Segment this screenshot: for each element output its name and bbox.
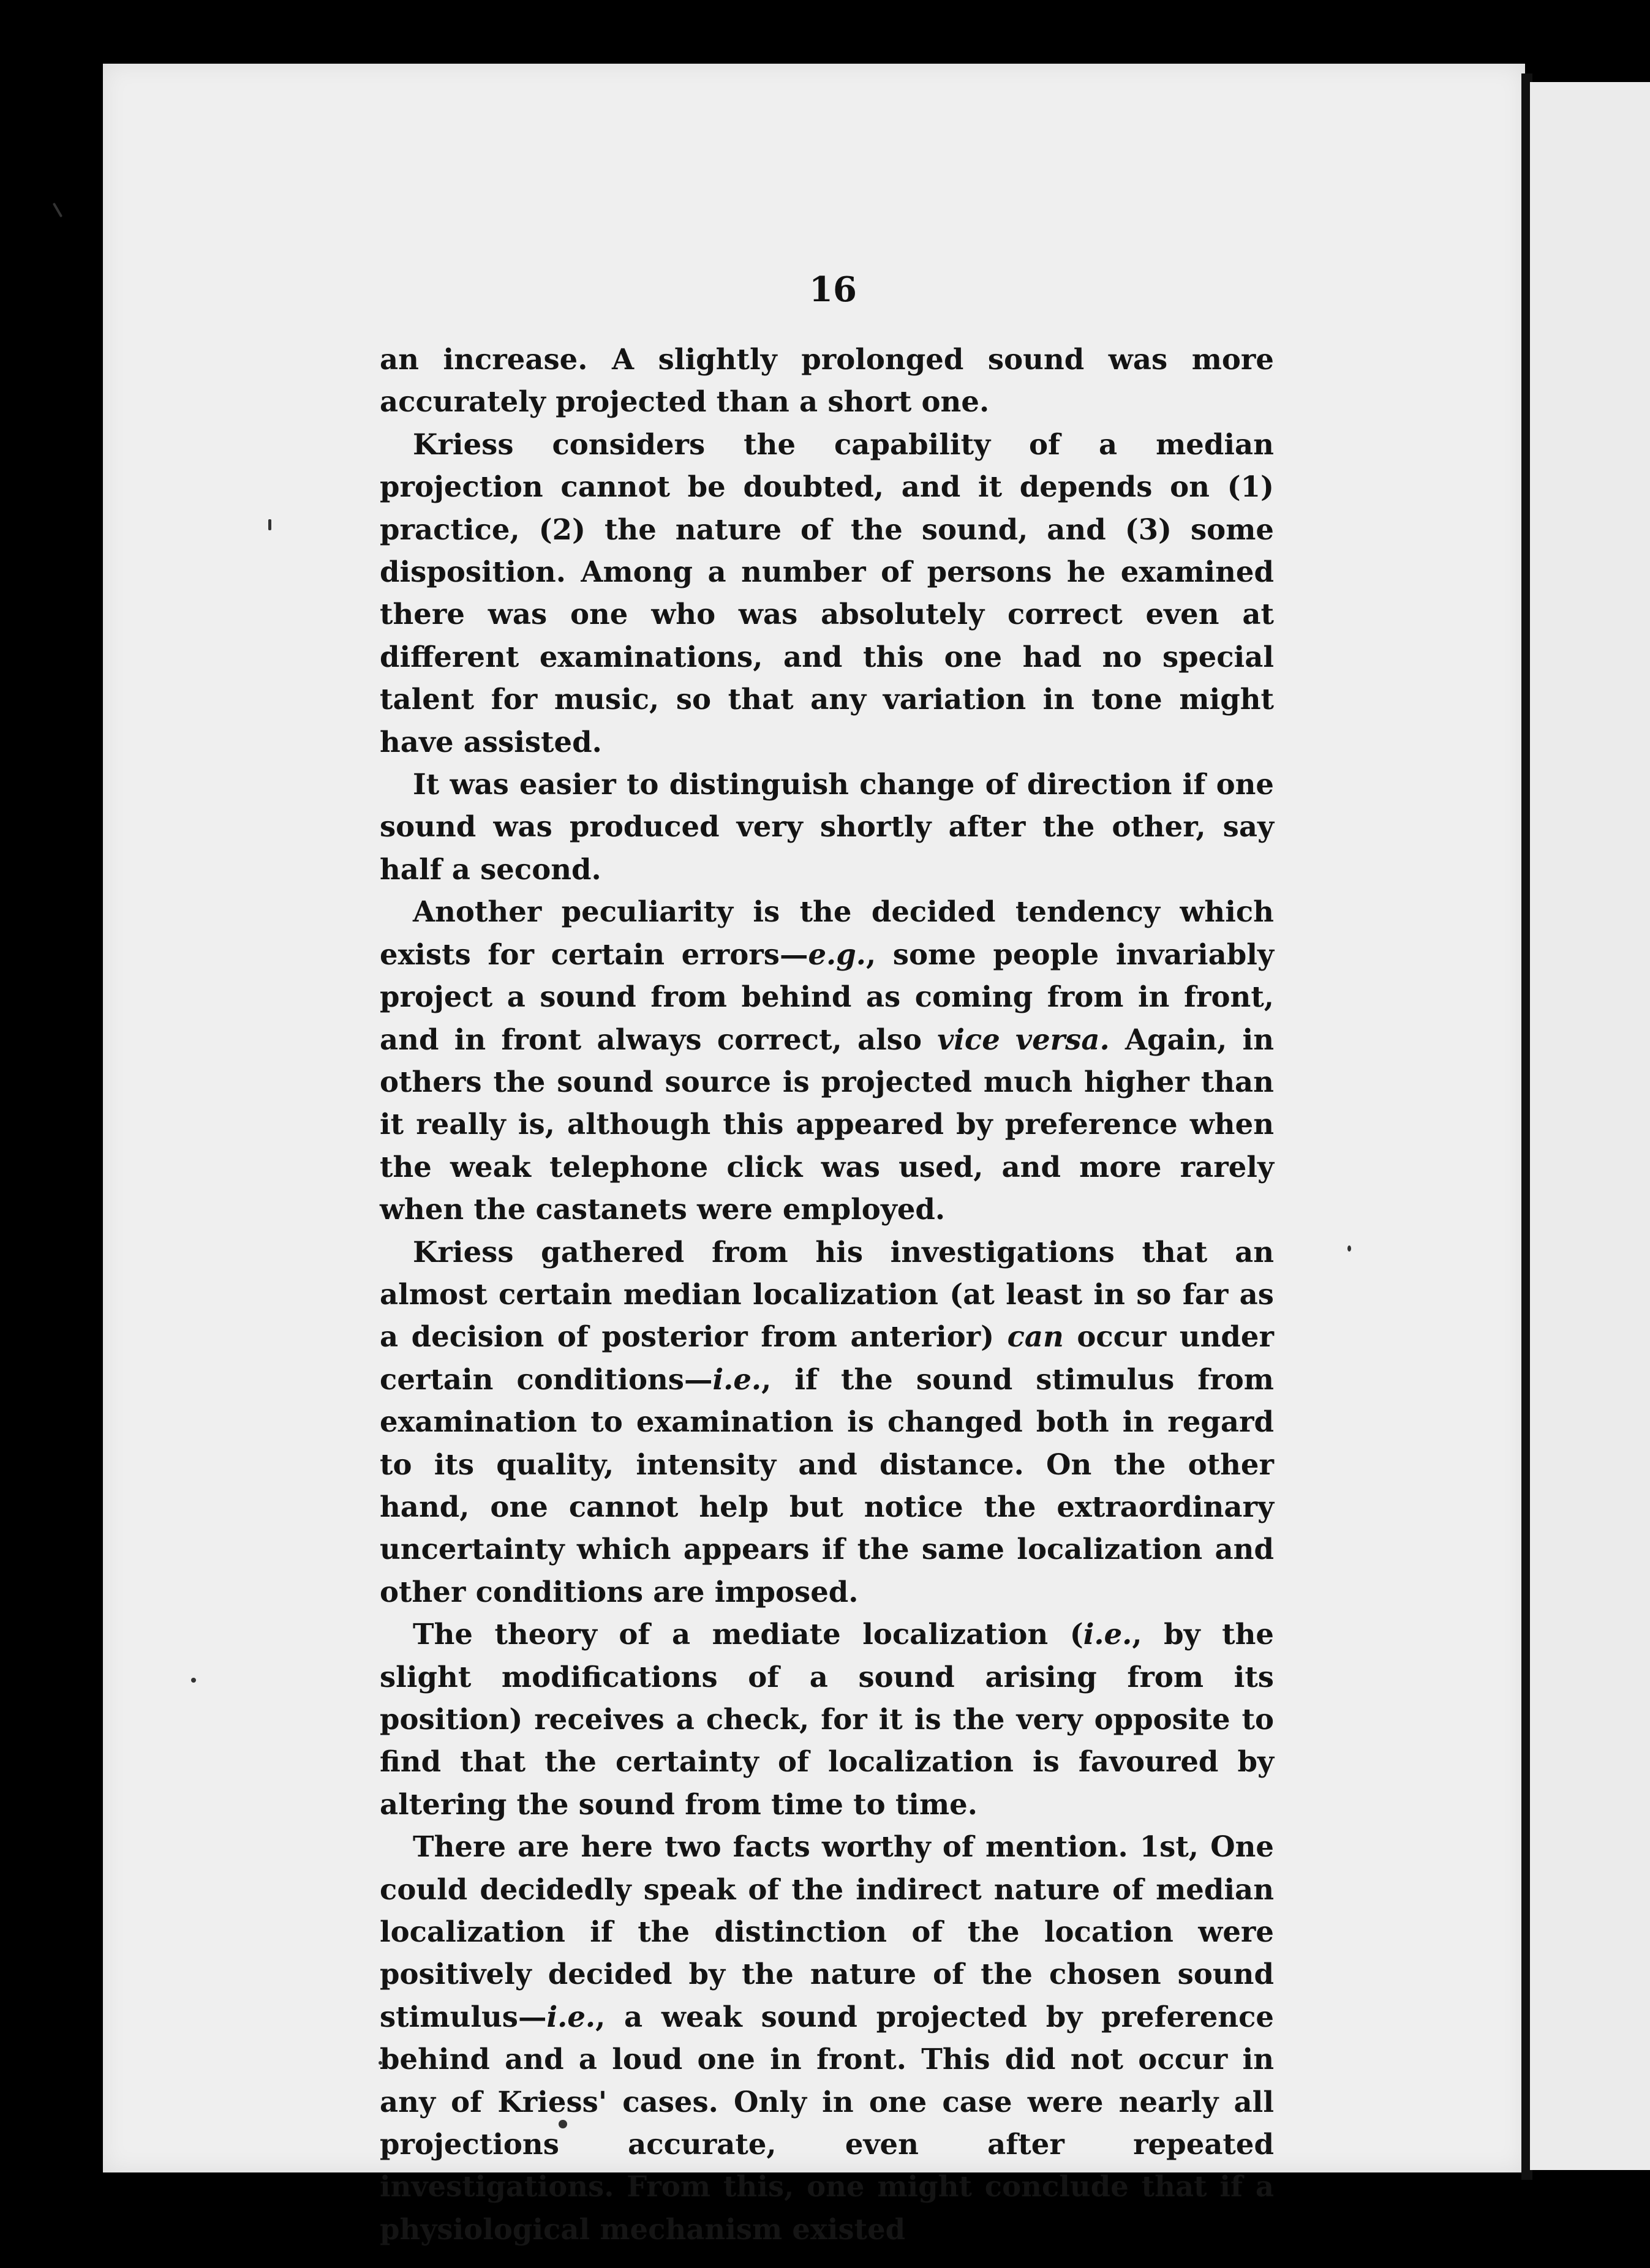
paragraph-text: , a weak sound projected by preference behind and a loud one in front. This did not occur in any of Kriess' cases. Only in one case were nearly all projections accurate, even after repeated investigations. From this, one might conclude that if a physiological mechanism existed xyxy=(380,1999,1274,2246)
paragraph xyxy=(380,1613,1274,1825)
italic-phrase: i.e. xyxy=(546,1999,596,2033)
paragraph-text: It was easier to distinguish change of direction if one sound was produced very shortly after the other, say half a second. xyxy=(380,767,1274,886)
italic-phrase: e.g. xyxy=(808,937,866,971)
paragraph xyxy=(380,423,1274,763)
italic-phrase: i.e. xyxy=(712,1362,762,1396)
paragraph-text: Another peculiarity is the decided tendency which exists for certain errors— xyxy=(380,895,1274,971)
paragraph-text: , if the sound stimulus from examination to examination is changed both in regard to its quality, intensity and distance. On the other hand, one cannot help but notice the extraordinary uncertainty which appears if the same localization and other conditions are imposed. xyxy=(380,1362,1274,1609)
paragraph xyxy=(380,1231,1274,1613)
speck xyxy=(268,519,271,530)
body-text xyxy=(380,338,1274,2250)
paragraph-text: occur under certain conditions— xyxy=(380,1320,1274,1396)
paragraph xyxy=(380,763,1274,890)
paragraph xyxy=(380,338,1274,423)
paragraph-text: , some people invariably project a sound from behind as coming from in front, and in front always correct, also xyxy=(380,937,1274,1056)
paragraph-text: The theory of a mediate localization ( xyxy=(413,1617,1083,1651)
paragraph xyxy=(380,1825,1274,2250)
facing-page-edge xyxy=(1530,82,1650,2170)
paragraph-text: Again, in others the sound source is projected much higher than it really is, although this appeared by preference when the weak telephone click was used, and more rarely when the castanets were employed. xyxy=(380,1022,1275,1226)
speck xyxy=(1347,1245,1351,1252)
paragraph-text: Kriess considers the capability of a median projection cannot be doubted, and it depends on (1) practice, (2) the nature of the sound, and (3) some disposition. Among a number of persons he examined there was one who was absolutely correct even at different examinations, and this one had no special talent for music, so that any variation in tone might have assisted. xyxy=(380,427,1274,759)
italic-phrase: i.e. xyxy=(1083,1617,1132,1651)
paragraph-text: an increase. A slightly prolonged sound was more accurately projected than a short one. xyxy=(380,342,1274,419)
paragraph xyxy=(380,890,1274,1230)
page-number: 16 xyxy=(809,269,857,310)
paragraph-text: , by the slight modifications of a sound arising from its position) receives a check, for it is the very opposite to find that the certainty of localization is favoured by altering the sound from time to time. xyxy=(380,1617,1274,1821)
speck xyxy=(191,1678,196,1683)
paragraph-text: There are here two facts worthy of mention. 1st, One could decidedly speak of the indirect nature of median localization if the distinction of the location were positively decided by the nature of the chosen sound stimulus— xyxy=(380,1830,1274,2033)
italic-phrase: can xyxy=(1007,1320,1064,1354)
paragraph-text: Kriess gathered from his investigations that an almost certain median localization (at least in so far as a decision of posterior from anterior) xyxy=(380,1234,1274,1354)
italic-phrase: vice versa. xyxy=(937,1022,1110,1056)
